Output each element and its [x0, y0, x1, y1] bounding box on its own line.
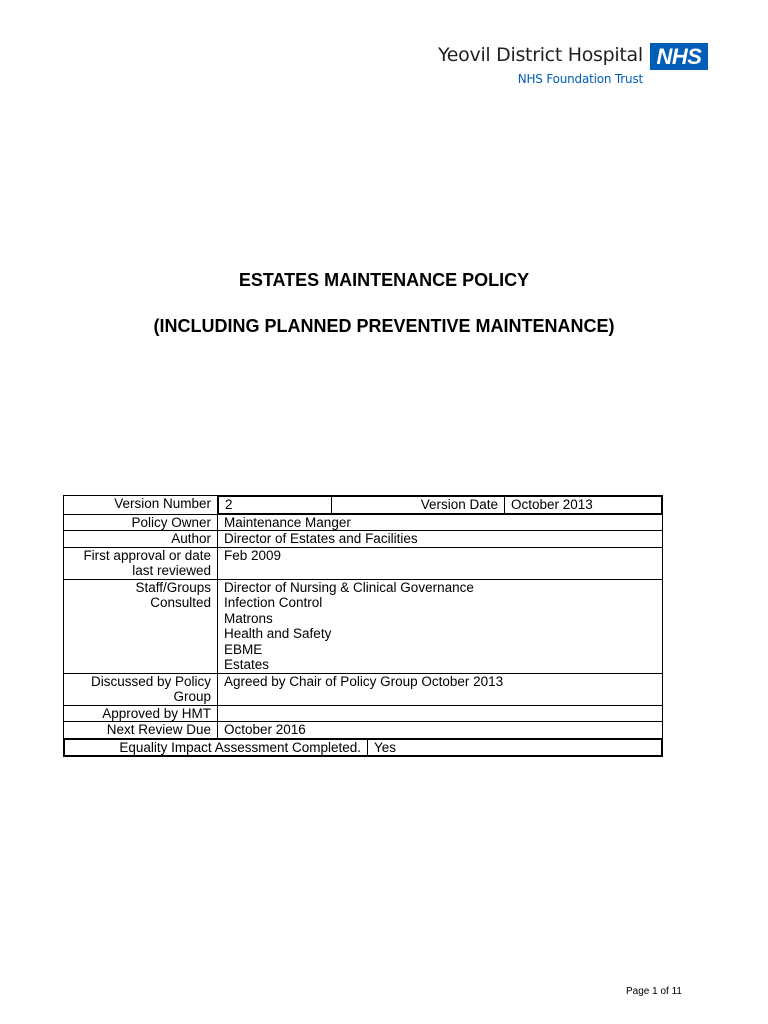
discussed-value: Agreed by Chair of Policy Group October 2013	[218, 673, 663, 705]
list-item: EBME	[224, 641, 263, 657]
list-item: Director of Nursing & Clinical Governance	[224, 579, 474, 595]
first-approval-label: First approval or date last reviewed	[64, 547, 218, 579]
version-number-label: Version Number	[64, 496, 218, 515]
document-title: ESTATES MAINTENANCE POLICY	[238, 270, 530, 290]
version-date-label: Version Date	[332, 497, 505, 514]
discussed-label: Discussed by Policy Group	[64, 673, 218, 705]
list-item: Infection Control	[224, 595, 323, 610]
table-row	[64, 722, 663, 739]
page-number: Page 1 of 11	[626, 986, 682, 997]
next-review-value: October 2016	[218, 722, 663, 739]
version-date-value: October 2013	[505, 497, 662, 514]
approved-value	[218, 705, 663, 722]
table-row	[64, 547, 663, 579]
list-item: Estates	[224, 657, 270, 672]
table-row	[64, 579, 663, 673]
policy-info-table	[63, 495, 663, 757]
next-review-label: Next Review Due	[64, 722, 218, 739]
document-subtitle: (INCLUDING PLANNED PREVENTIVE MAINTENANCE)	[153, 316, 615, 336]
list-item: Matrons	[224, 610, 273, 626]
equality-label: Equality Impact Assessment Completed.	[65, 739, 368, 756]
author-value: Director of Estates and Facilities	[218, 531, 663, 548]
table-row	[64, 673, 663, 705]
hospital-logo	[438, 42, 713, 90]
table-row	[64, 705, 663, 722]
policy-owner-label: Policy Owner	[64, 514, 218, 531]
list-item: Health and Safety	[224, 626, 332, 641]
approved-label: Approved by HMT	[64, 705, 218, 722]
table-row	[64, 531, 663, 548]
consulted-list	[218, 579, 663, 673]
nhs-logo: NHS	[650, 43, 708, 70]
policy-owner-value: Maintenance Manger	[218, 514, 663, 531]
first-approval-value: Feb 2009	[218, 547, 663, 579]
trust-name: NHS Foundation Trust	[517, 72, 643, 86]
consulted-label: Staff/Groups Consulted	[64, 579, 218, 673]
table-row	[64, 514, 663, 531]
version-number-value: 2	[219, 497, 332, 514]
hospital-name: Yeovil District Hospital	[438, 44, 643, 66]
table-row	[64, 738, 663, 757]
equality-value: Yes	[368, 739, 662, 756]
table-row	[64, 496, 663, 515]
author-label: Author	[64, 531, 218, 548]
